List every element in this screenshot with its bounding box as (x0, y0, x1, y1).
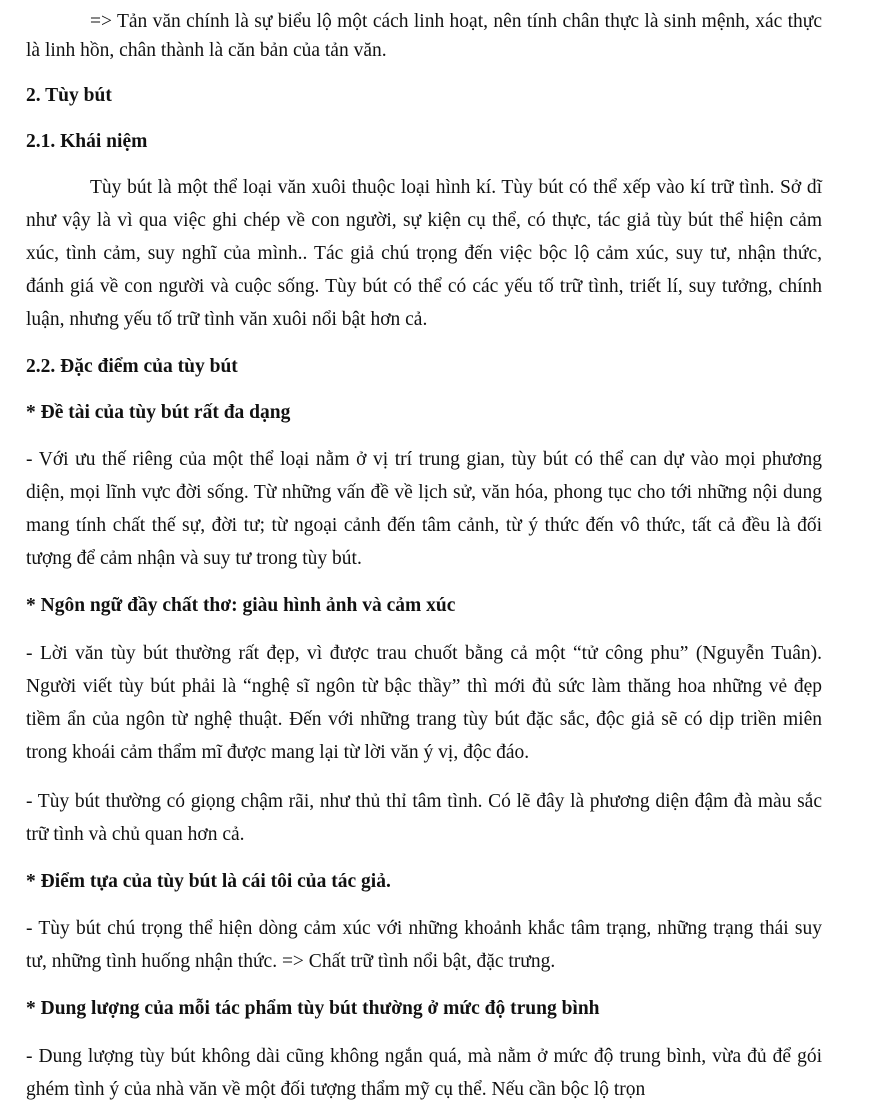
conclusion-paragraph: => Tản văn chính là sự biểu lộ một cách linh hoạt, nên tính chân thực là sinh mệnh, xác thực là linh hồn, chân thành là căn bản của tản văn. (26, 11, 822, 61)
diem-tua-paragraph: - Tùy bút chú trọng thể hiện dòng cảm xúc với những khoảnh khắc tâm trạng, những trạng thái suy tư, những tình huống nhận thức. => Chất trữ tình nổi bật, đặc trưng. (26, 918, 822, 972)
definition-paragraph: Tùy bút là một thể loại văn xuôi thuộc loại hình kí. Tùy bút có thể xếp vào kí trữ tình. Sở dĩ như vậy là vì qua việc ghi chép về con người, sự kiện cụ thể, có thực, tác giả tùy bút thể hiện cảm xúc, tình cảm, suy nghĩ của mình.. Tác giả chú trọng đến việc bộc lộ cảm xúc, suy tư, nhận thức, đánh giá về con người và cuộc sống. Tùy bút có thể có các yếu tố trữ tình, triết lí, suy tưởng, chính luận, nhưng yếu tố trữ tình văn xuôi nổi bật hơn cả. (26, 177, 822, 330)
ngon-ngu-paragraph-2: - Tùy bút thường có giọng chậm rãi, như thủ thỉ tâm tình. Có lẽ đây là phương diện đậm đà màu sắc trữ tình và chủ quan hơn cả. (26, 790, 822, 845)
point-heading-ngon-ngu: * Ngôn ngữ đầy chất thơ: giàu hình ảnh và cảm xúc (26, 595, 456, 616)
point-heading-de-tai: * Đề tài của tùy bút rất đa dạng (26, 401, 291, 423)
subsection-heading-dac-diem: 2.2. Đặc điểm của tùy bút (26, 356, 238, 377)
point-heading-dung-luong: * Dung lượng của mỗi tác phẩm tùy bút thường ở mức độ trung bình (26, 998, 600, 1019)
subsection-heading-khai-niem: 2.1. Khái niệm (26, 130, 148, 152)
document-page (26, 8, 822, 1106)
section-heading-tuy-but: 2. Tùy bút (26, 85, 112, 106)
de-tai-paragraph: - Với ưu thế riêng của một thể loại nằm ở vị trí trung gian, tùy bút có thể can dự vào mọi phương diện, mọi lĩnh vực đời sống. Từ những vấn đề về lịch sử, văn hóa, phong tục cho tới những nội dung mang tính chất thế sự, đời tư; từ ngoại cảnh đến tâm cảnh, từ ý thức đến vô thức, tất cả đều là đối tượng để cảm nhận và suy tư trong tùy bút. (26, 449, 822, 569)
point-heading-diem-tua: * Điểm tựa của tùy bút là cái tôi của tác giả. (26, 870, 391, 892)
dung-luong-paragraph: - Dung lượng tùy bút không dài cũng không ngắn quá, mà nằm ở mức độ trung bình, vừa đủ để gói ghém tình ý của nhà văn về một đối tượng thẩm mỹ cụ thể. Nếu cần bộc lộ trọn (26, 1045, 822, 1100)
ngon-ngu-paragraph-1: - Lời văn tùy bút thường rất đẹp, vì được trau chuốt bằng cả một “tử công phu” (Nguyễn Tuân). Người viết tùy bút phải là “nghệ sĩ ngôn từ bậc thầy” thì mới đủ sức làm thăng hoa những vẻ đẹp tiềm ẩn của ngôn từ nghệ thuật. Đến với những trang tùy bút đặc sắc, độc giả sẽ có dịp triền miên trong khoái cảm thẩm mĩ được mang lại từ lời văn ý vị, độc đáo. (26, 642, 822, 763)
